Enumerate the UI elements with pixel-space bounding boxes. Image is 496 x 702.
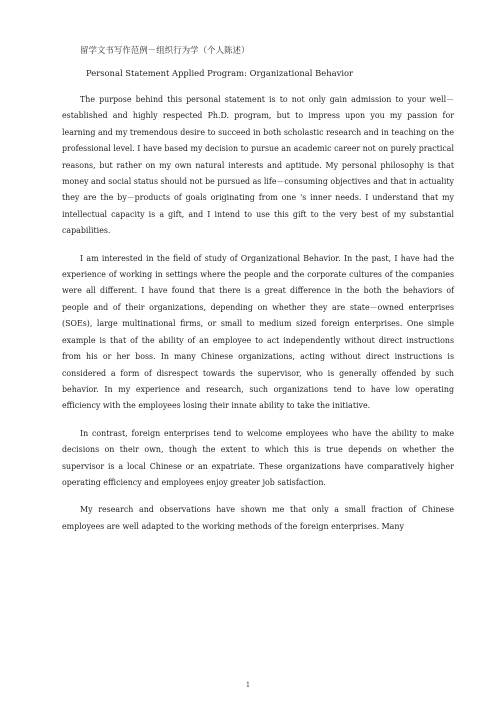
page-number: 1	[245, 681, 251, 689]
document-heading: 留学文书写作范例－组织行为学（个人陈述）	[80, 45, 250, 55]
document-subheading: Personal Statement Applied Program: Organizational Behavior	[86, 68, 354, 78]
paragraph-1: The purpose behind this personal statement is to not only gain admission to your well－established and highly respected Ph.D. program, but to impress upon you my passion for learning and my tremendous desire to succeed in both scholastic research and in teaching on the professional level. I have based my decision to pursue an academic career not on purely practical reasons, but rather on my own natural interests and aptitude. My personal philosophy is that money and social status should not be pursued as life－consuming objectives and that in actuality they are the by－products of goals originating from one 's inner needs. I understand that my intellectual capacity is a gift, and I intend to use this gift to the very best of my substantial capabilities.	[62, 95, 454, 236]
paragraph-2: I am interested in the field of study of Organizational Behavior. In the past, I have had the experience of working in settings where the people and the corporate cultures of the companies were all different. I have found that there is a great difference in the both the behaviors of people and of their organizations, depending on whether they are state－owned enterprises (SOEs), large multinational firms, or small to medium sized foreign enterprises. One simple example is that of the ability of an employee to act independently without direct instructions from his or her boss. In many Chinese organizations, acting without direct instructions is considered a form of disrespect towards the supervisor, who is generally offended by such behavior. In my experience and research, such organizations tend to have low operating efficiency with the employees losing their innate ability to take the initiative.	[62, 253, 454, 411]
document-body	[62, 92, 454, 546]
paragraph-3: In contrast, foreign enterprises tend to welcome employees who have the ability to make decisions on their own, though the extent to which this is true depends on whether the supervisor is a local Chinese or an expatriate. These organizations have comparatively higher operating efficiency and employees enjoy greater job satisfaction.	[62, 428, 454, 487]
paragraph-4: My research and observations have shown me that only a small fraction of Chinese employees are well adapted to the working methods of the foreign enterprises. Many	[62, 505, 454, 531]
